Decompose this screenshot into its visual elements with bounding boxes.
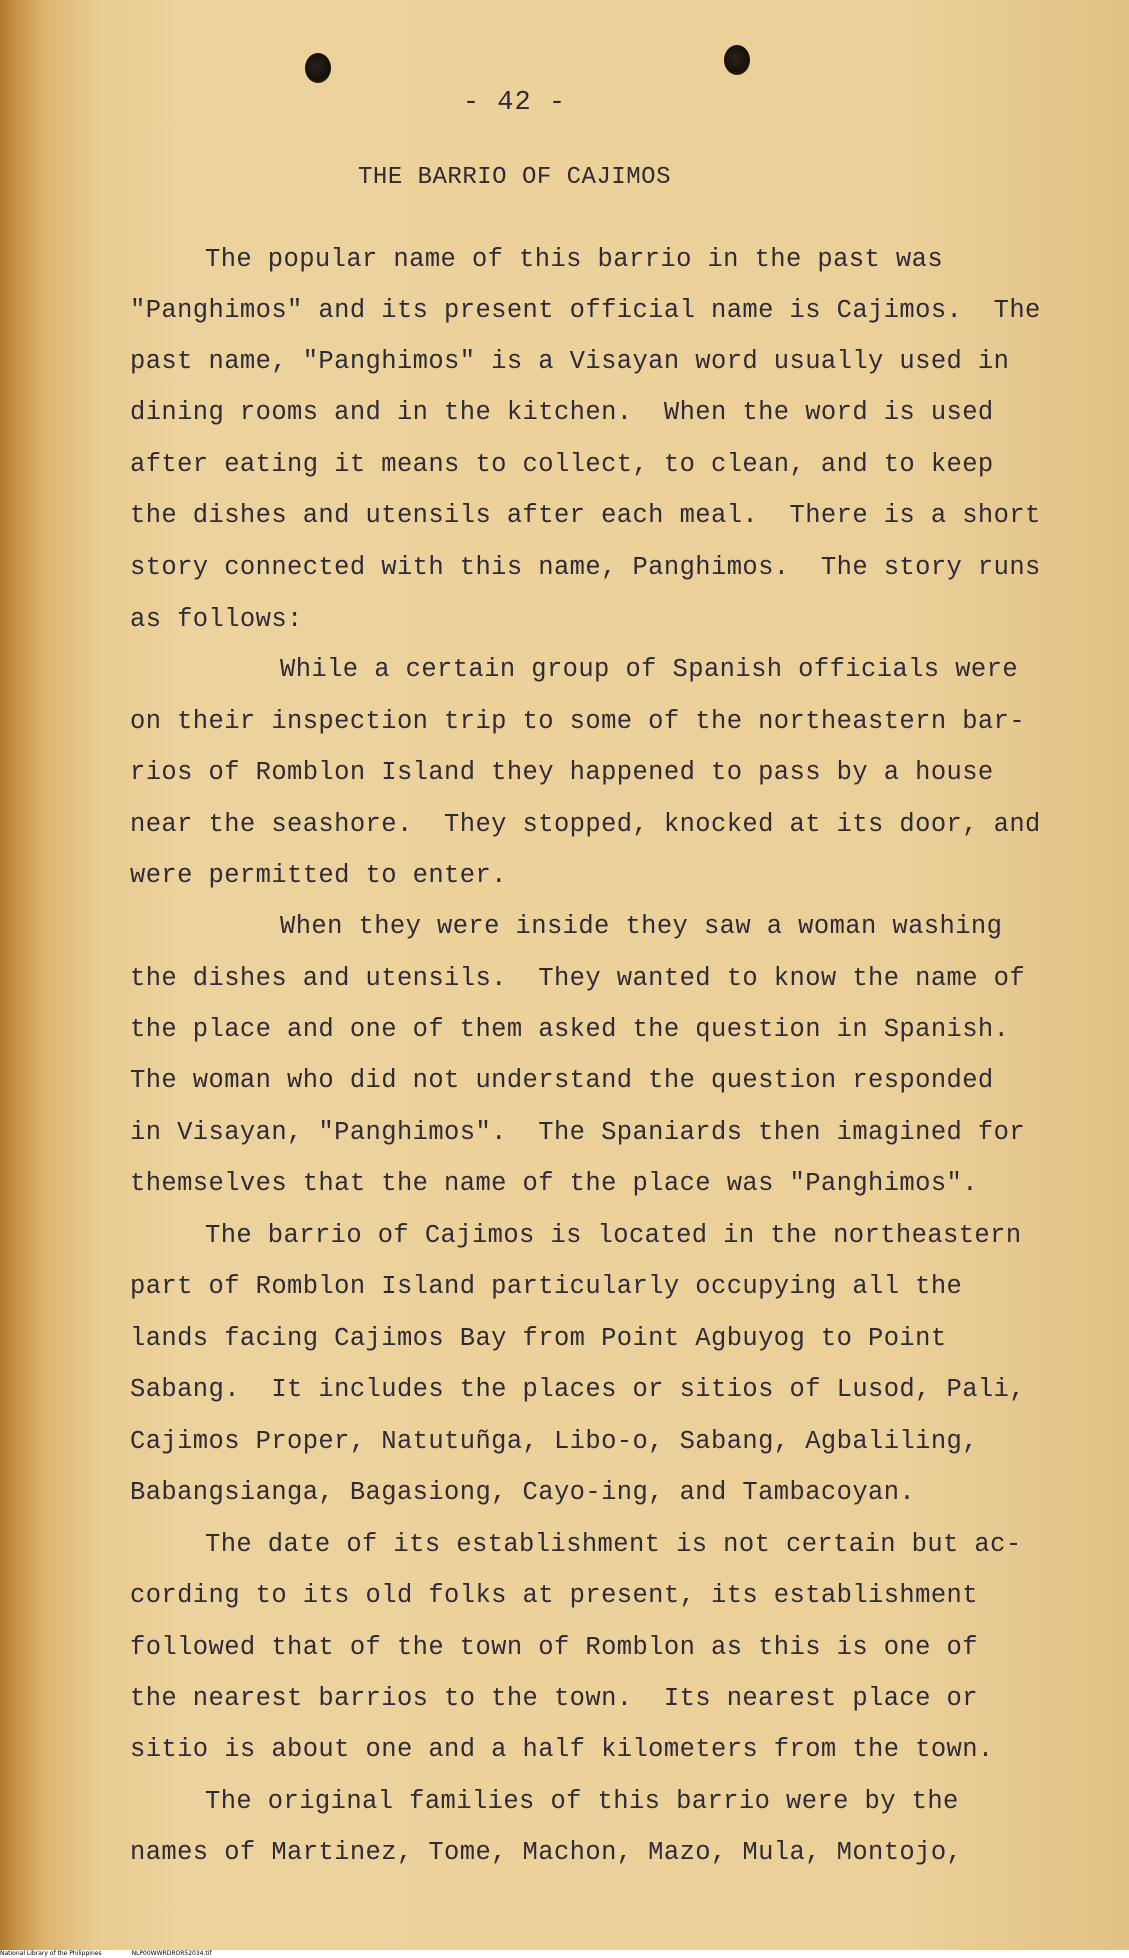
text-line: dining rooms and in the kitchen. When the word is used xyxy=(130,398,994,427)
text-line: The barrio of Cajimos is located in the northeastern xyxy=(205,1221,1022,1250)
text-line: lands facing Cajimos Bay from Point Agbuyog to Point xyxy=(130,1324,947,1353)
text-line: "Panghimos" and its present official name is Cajimos. The xyxy=(130,296,1041,325)
text-line: the nearest barrios to the town. Its nearest place or xyxy=(130,1684,978,1713)
text-line: part of Romblon Island particularly occupying all the xyxy=(130,1272,963,1301)
text-line: rios of Romblon Island they happened to pass by a house xyxy=(130,758,994,787)
punch-hole-left xyxy=(305,53,331,83)
text-line: the dishes and utensils. They wanted to know the name of xyxy=(130,964,1026,993)
text-line: Cajimos Proper, Natutuñga, Libo-o, Sabang, Agbaliling, xyxy=(130,1427,978,1456)
text-line: the dishes and utensils after each meal. There is a short xyxy=(130,501,1041,530)
text-line: names of Martinez, Tome, Machon, Mazo, Mula, Montojo, xyxy=(130,1838,963,1867)
punch-hole-right xyxy=(724,45,750,75)
document-title: THE BARRIO OF CAJIMOS xyxy=(358,164,671,191)
text-line: The woman who did not understand the question responded xyxy=(130,1066,994,1095)
text-line: story connected with this name, Panghimos. The story runs xyxy=(130,553,1041,582)
text-line: followed that of the town of Romblon as this is one of xyxy=(130,1633,978,1662)
footer-library: National Library of the Philippines xyxy=(0,1950,102,1957)
text-line: themselves that the name of the place was "Panghimos". xyxy=(130,1169,978,1198)
text-line: in Visayan, "Panghimos". The Spaniards then imagined for xyxy=(130,1118,1026,1147)
text-line: When they were inside they saw a woman washing xyxy=(280,912,1003,941)
text-line: cording to its old folks at present, its establishment xyxy=(130,1581,978,1610)
text-line: the place and one of them asked the question in Spanish. xyxy=(130,1015,1010,1044)
text-line: after eating it means to collect, to clean, and to keep xyxy=(130,450,994,479)
text-line: Sabang. It includes the places or sitios of Lusod, Pali, xyxy=(130,1375,1026,1404)
text-line: The popular name of this barrio in the past was xyxy=(205,245,944,274)
scan-footer xyxy=(0,1950,1129,1958)
text-line: The original families of this barrio were by the xyxy=(205,1787,959,1816)
text-line: Babangsianga, Bagasiong, Cayo-ing, and Tambacoyan. xyxy=(130,1478,916,1507)
text-line: were permitted to enter. xyxy=(130,861,507,890)
text-line: The date of its establishment is not certain but ac- xyxy=(205,1530,1022,1559)
text-line: near the seashore. They stopped, knocked at its door, and xyxy=(130,810,1041,839)
text-line: on their inspection trip to some of the northeastern bar- xyxy=(130,707,1026,736)
text-line: While a certain group of Spanish officials were xyxy=(280,655,1019,684)
text-line: sitio is about one and a half kilometers from the town. xyxy=(130,1735,994,1764)
text-line: past name, "Panghimos" is a Visayan word usually used in xyxy=(130,347,1010,376)
page-number: - 42 - xyxy=(462,88,567,118)
text-line: as follows: xyxy=(130,605,303,634)
footer-file: NLP00WWRDROR52034.tif xyxy=(131,1950,212,1957)
